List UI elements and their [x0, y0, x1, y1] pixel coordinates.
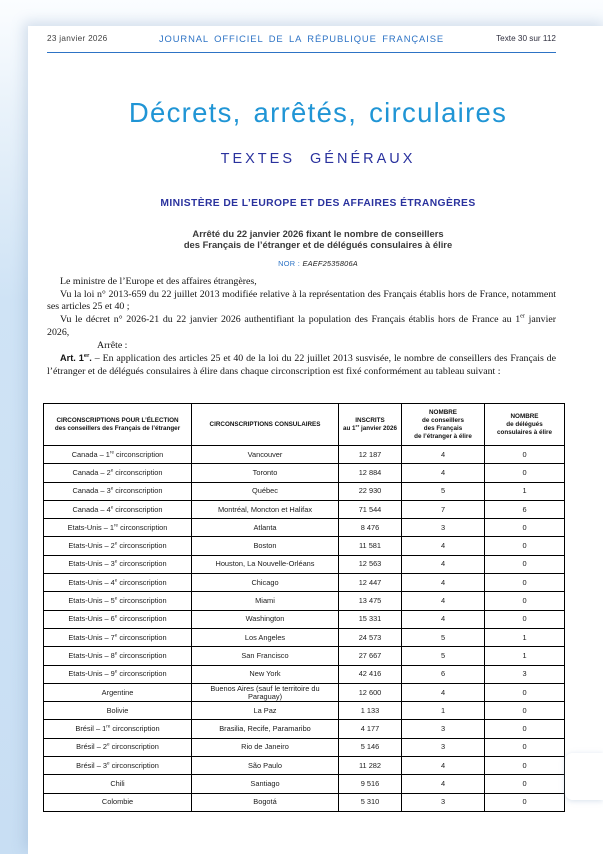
cell-inscrits: 13 475 — [339, 592, 402, 610]
table-row — [44, 738, 565, 756]
header-nombre-delegues: NOMBRE de délégués consulaires à élire — [485, 404, 565, 446]
cell-delegues: 0 — [485, 519, 565, 537]
cell-delegues: 0 — [485, 738, 565, 756]
table-row — [44, 592, 565, 610]
cell-district: Canada – 4e circonscription — [44, 500, 192, 518]
cell-inscrits: 12 187 — [339, 446, 402, 464]
cell-district: Brésil – 3e circonscription — [44, 757, 192, 775]
cell-consular: São Paulo — [192, 757, 339, 775]
cell-consular: Vancouver — [192, 446, 339, 464]
table-row — [44, 720, 565, 738]
cell-district: Etats-Unis – 7e circonscription — [44, 628, 192, 646]
decree-subtitle-line2: des Français de l’étranger et de délégués consulaires à élire — [183, 239, 453, 251]
document-page — [28, 26, 603, 854]
cell-delegues: 0 — [485, 610, 565, 628]
cell-consular: Montréal, Moncton et Halifax — [192, 500, 339, 518]
cell-consular: Buenos Aires (sauf le territoire du Paraguay) — [192, 683, 339, 701]
table-row — [44, 793, 565, 811]
cell-inscrits: 12 563 — [339, 555, 402, 573]
cell-delegues: 0 — [485, 555, 565, 573]
table-row — [44, 519, 565, 537]
cell-inscrits: 1 133 — [339, 702, 402, 720]
table-row — [44, 775, 565, 793]
cell-consular: San Francisco — [192, 647, 339, 665]
cell-inscrits: 4 177 — [339, 720, 402, 738]
table-row — [44, 574, 565, 592]
cell-district: Etats-Unis – 1re circonscription — [44, 519, 192, 537]
header-nombre-conseillers: NOMBRE de conseillers des Français de l’étranger à élire — [402, 404, 485, 446]
cell-conseillers: 4 — [402, 555, 485, 573]
cell-inscrits: 5 310 — [339, 793, 402, 811]
header-rule — [47, 52, 556, 53]
table-row — [44, 665, 565, 683]
table-row — [44, 647, 565, 665]
cell-delegues: 0 — [485, 574, 565, 592]
cell-district: Etats-Unis – 6e circonscription — [44, 610, 192, 628]
preamble-minister: Le ministre de l’Europe et des affaires étrangères, — [60, 276, 257, 287]
table-body — [44, 446, 565, 812]
cell-inscrits: 42 416 — [339, 665, 402, 683]
cell-delegues: 0 — [485, 720, 565, 738]
table-row — [44, 464, 565, 482]
cell-consular: La Paz — [192, 702, 339, 720]
page-title: Décrets, arrêtés, circulaires — [128, 97, 508, 128]
cell-conseillers: 4 — [402, 574, 485, 592]
cell-conseillers: 6 — [402, 665, 485, 683]
decree-subtitle-line1: Arrêté du 22 janvier 2026 fixant le nombre de conseillers — [192, 228, 444, 239]
cell-district: Etats-Unis – 9e circonscription — [44, 665, 192, 683]
nor-label: NOR : — [278, 259, 303, 268]
cell-conseillers: 4 — [402, 537, 485, 555]
cell-district: Etats-Unis – 4e circonscription — [44, 574, 192, 592]
cell-conseillers: 4 — [402, 683, 485, 701]
header-circonscriptions-election: CIRCONSCRIPTIONS POUR L’ÉLECTION des conseillers des Français de l’étranger — [44, 404, 192, 446]
nor-line — [28, 259, 603, 268]
cell-consular: Atlanta — [192, 519, 339, 537]
cell-district: Etats-Unis – 3e circonscription — [44, 555, 192, 573]
section-title: TEXTES GÉNÉRAUX — [220, 151, 416, 167]
cell-inscrits: 22 930 — [339, 482, 402, 500]
cell-consular: Los Angeles — [192, 628, 339, 646]
cell-conseillers: 4 — [402, 446, 485, 464]
cell-inscrits: 11 581 — [339, 537, 402, 555]
cell-delegues: 0 — [485, 775, 565, 793]
cell-conseillers: 3 — [402, 720, 485, 738]
cell-district: Chili — [44, 775, 192, 793]
nor-value: EAEF2535806A — [302, 259, 358, 268]
preamble-loi: Vu la loi n° 2013-659 du 22 juillet 2013 modifiée relative à la représentation des Français établis hors de France, notamment ses articles 25 et 40 ; — [47, 288, 556, 313]
cell-inscrits: 9 516 — [339, 775, 402, 793]
table-row — [44, 628, 565, 646]
floating-panel[interactable] — [565, 753, 603, 800]
cell-delegues: 6 — [485, 500, 565, 518]
cell-district: Canada – 2e circonscription — [44, 464, 192, 482]
table-row — [44, 683, 565, 701]
cell-conseillers: 4 — [402, 464, 485, 482]
cell-delegues: 3 — [485, 665, 565, 683]
cell-delegues: 0 — [485, 592, 565, 610]
table-row — [44, 500, 565, 518]
cell-consular: Santiago — [192, 775, 339, 793]
cell-conseillers: 1 — [402, 702, 485, 720]
cell-consular: Toronto — [192, 464, 339, 482]
cell-consular: Boston — [192, 537, 339, 555]
cell-district: Brésil – 2e circonscription — [44, 738, 192, 756]
cell-consular: Washington — [192, 610, 339, 628]
cell-delegues: 0 — [485, 446, 565, 464]
cell-conseillers: 5 — [402, 482, 485, 500]
cell-inscrits: 15 331 — [339, 610, 402, 628]
cell-consular: Rio de Janeiro — [192, 738, 339, 756]
arrete-line: Arrête : — [97, 339, 128, 351]
cell-inscrits: 8 476 — [339, 519, 402, 537]
table-row — [44, 702, 565, 720]
cell-inscrits: 27 667 — [339, 647, 402, 665]
header-inscrits: INSCRITS au 1er janvier 2026 — [339, 404, 402, 446]
cell-inscrits: 5 146 — [339, 738, 402, 756]
table-row — [44, 537, 565, 555]
cell-consular: Chicago — [192, 574, 339, 592]
cell-consular: Miami — [192, 592, 339, 610]
cell-district: Argentine — [44, 683, 192, 701]
table-header-row — [44, 404, 565, 446]
cell-conseillers: 5 — [402, 647, 485, 665]
cell-consular: Houston, La Nouvelle-Orléans — [192, 555, 339, 573]
cell-inscrits: 12 884 — [339, 464, 402, 482]
cell-consular: Brasilia, Recife, Paramaribo — [192, 720, 339, 738]
cell-conseillers: 4 — [402, 775, 485, 793]
cell-consular: New York — [192, 665, 339, 683]
cell-consular: Québec — [192, 482, 339, 500]
cell-conseillers: 7 — [402, 500, 485, 518]
decree-body — [47, 276, 556, 379]
cell-district: Canada – 1re circonscription — [44, 446, 192, 464]
cell-delegues: 0 — [485, 537, 565, 555]
article-1 — [47, 352, 556, 378]
decree-subtitle — [28, 228, 603, 251]
cell-conseillers: 4 — [402, 592, 485, 610]
preamble-decret: Vu le décret n° 2026-21 du 22 janvier 2026 authentifiant la population des Français établis hors de France au 1er janvier 2026, — [47, 313, 557, 338]
cell-conseillers: 3 — [402, 738, 485, 756]
cell-conseillers: 3 — [402, 793, 485, 811]
cell-inscrits: 12 600 — [339, 683, 402, 701]
cell-district: Brésil – 1re circonscription — [44, 720, 192, 738]
cell-district: Colombie — [44, 793, 192, 811]
table-row — [44, 555, 565, 573]
circonscriptions-table — [43, 403, 565, 812]
cell-delegues: 0 — [485, 683, 565, 701]
cell-inscrits: 11 282 — [339, 757, 402, 775]
article-1-sep: – — [91, 353, 103, 365]
header-date: 23 janvier 2026 — [47, 34, 108, 43]
cell-conseillers: 4 — [402, 757, 485, 775]
article-1-label: Art. 1er. — [60, 353, 92, 364]
cell-conseillers: 3 — [402, 519, 485, 537]
journal-title: JOURNAL OFFICIEL DE LA RÉPUBLIQUE FRANÇAISE — [158, 33, 445, 44]
cell-consular: Bogotá — [192, 793, 339, 811]
cell-delegues: 1 — [485, 628, 565, 646]
cell-conseillers: 4 — [402, 610, 485, 628]
ministry-title: MINISTÈRE DE L’EUROPE ET DES AFFAIRES ÉTRANGÈRES — [160, 198, 476, 209]
cell-district: Etats-Unis – 8e circonscription — [44, 647, 192, 665]
table-row — [44, 610, 565, 628]
cell-district: Bolivie — [44, 702, 192, 720]
cell-delegues: 0 — [485, 757, 565, 775]
table-row — [44, 446, 565, 464]
table-row — [44, 757, 565, 775]
header-circonscriptions-consulaires: CIRCONSCRIPTIONS CONSULAIRES — [192, 404, 339, 446]
article-1-text: En application des articles 25 et 40 de la loi du 22 juillet 2013 susvisée, le nombre de conseillers des Français de l’étranger et de délégués consulaires à élire dans chaque circonscription est fixé conformément au tableau suivant : — [47, 353, 556, 377]
cell-delegues: 0 — [485, 793, 565, 811]
cell-district: Etats-Unis – 2e circonscription — [44, 537, 192, 555]
cell-inscrits: 71 544 — [339, 500, 402, 518]
cell-delegues: 0 — [485, 464, 565, 482]
cell-inscrits: 12 447 — [339, 574, 402, 592]
cell-district: Etats-Unis – 5e circonscription — [44, 592, 192, 610]
table-row — [44, 482, 565, 500]
texte-number: Texte 30 sur 112 — [496, 34, 556, 43]
cell-district: Canada – 3e circonscription — [44, 482, 192, 500]
cell-conseillers: 5 — [402, 628, 485, 646]
cell-delegues: 1 — [485, 647, 565, 665]
cell-inscrits: 24 573 — [339, 628, 402, 646]
cell-delegues: 0 — [485, 702, 565, 720]
cell-delegues: 1 — [485, 482, 565, 500]
